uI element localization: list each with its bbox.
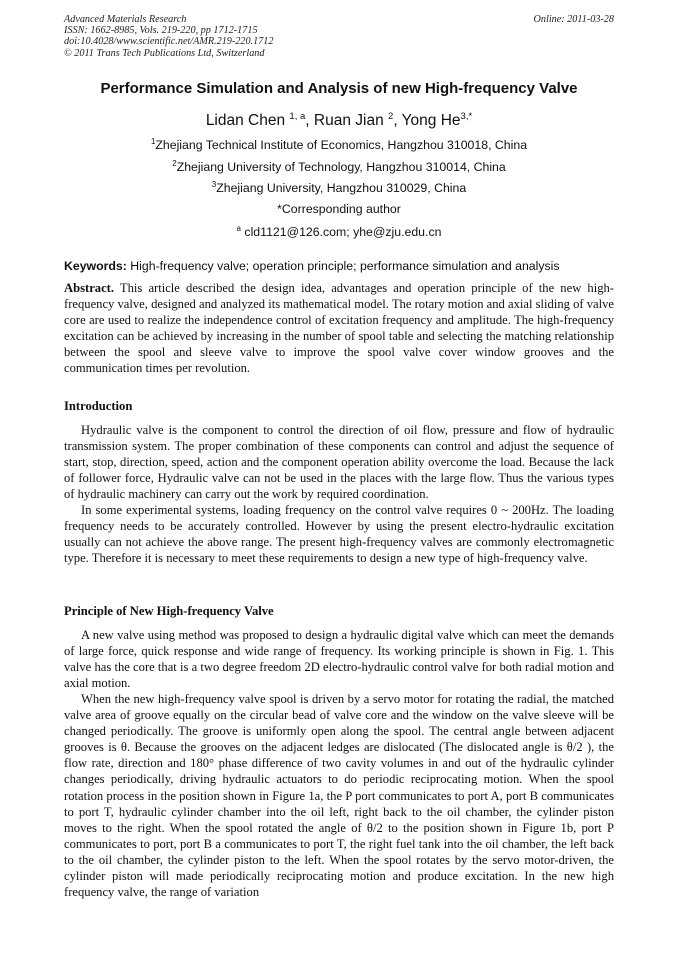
principle-paragraph-1: A new valve using method was proposed to design a hydraulic digital valve which can meet the demands of large force, quick response and wide range of frequency. Its working principle is shown in Fig. 1. This valve has the core that is a two degree freedom 2D electro-hydraulic control valve for both radial motion and axial motion. (64, 628, 614, 691)
issn-line: ISSN: 1662-8985, Vols. 219-220, pp 1712-1715 (64, 25, 258, 37)
author-name: Lidan Chen (205, 112, 286, 129)
section-heading-introduction: Introduction (64, 399, 133, 413)
affiliation-text: Zhejiang University, Hangzhou 310029, China (216, 181, 467, 195)
abstract (64, 280, 614, 377)
affiliation-text: Zhejiang Technical Institute of Economics, Hangzhou 310018, China (155, 138, 528, 152)
affiliation-superscript: 1 (150, 137, 156, 146)
copyright-line: © 2011 Trans Tech Publications Ltd, Switzerland (64, 47, 265, 59)
paper-title: Performance Simulation and Analysis of new High-frequency Valve (100, 80, 578, 97)
abstract-label: Abstract. (64, 281, 115, 295)
email-line (0, 224, 678, 239)
author-name: , Yong He (393, 112, 461, 129)
affiliation-superscript: 3 (211, 180, 217, 189)
author-superscript: 2 (388, 111, 394, 122)
author-superscript: 3,* (460, 111, 473, 122)
doi-line: doi:10.4028/www.scientific.net/AMR.219-220.1712 (64, 36, 274, 48)
section-heading-principle: Principle of New High-frequency Valve (64, 604, 274, 618)
affiliation-3 (0, 180, 678, 195)
corresponding-author: *Corresponding author (277, 202, 401, 216)
affiliation-superscript: 2 (172, 159, 177, 168)
online-date: Online: 2011-03-28 (533, 14, 614, 25)
affiliation-2 (0, 159, 678, 174)
intro-paragraph-2: In some experimental systems, loading frequency on the control valve requires 0 ~ 200Hz. The loading frequency needs to be accurately controlled. However by using the present electro-hydraulic excitation usually can not achieve the above range. The present high-frequency valves are commonly electromagnetic type. Therefore it is necessary to meet these requirements to design a new type of high-frequency valve. (64, 503, 614, 566)
email-superscript: a (236, 224, 241, 233)
abstract-text: This article described the design idea, advantages and operation principle of the new high-frequency valve, designed and analyzed its mathematical model. The rotary motion and axial sliding of valve core are used to realize the independence control of excitation frequency and amplitude. The high-frequency excitation can be achieved by increasing in the number of spool table and selecting the matching relationship between the spool and sleeve valve to improve the spool valve cover window grooves and the communication times per revolution. (64, 281, 614, 376)
keywords (64, 259, 624, 273)
affiliation-1 (0, 137, 678, 152)
author-superscript: 1, a (289, 111, 306, 122)
principle-paragraph-2: When the new high-frequency valve spool is driven by a servo motor for rotating the radial, the matched valve area of groove equally on the circular bead of valve core and the window on the valve sleeve will be changed periodically. The groove is uniformly open along the spool. The central angle between adjacent grooves is θ. Because the grooves on the adjacent ledges are dislocated (The dislocated angle is θ/2 ), the flow rate, direction and 180° phase difference of two cavity volumes in and out of the hydraulic cylinder changes periodically, driving hydraulic actuators to do periodic reciprocating motion. When the spool rotation process in the position shown in Figure 1a, the P port communicates to port A, port B communicates to port T, hydraulic cylinder chamber into the oil left, right back to the oil chamber, the cylinder piston moves to the right. When the spool rotated the angle of θ/2 to the position shown in Figure 1b, port P communicates to port, port B a communicates to port T, the right fuel tank into the oil chamber, the left back to the oil chamber, the cylinder piston to the left. When the spool rotates by the servo motor-driven, the cylinder piston will made periodically reciprocating motion and produce excitation. In the new high frequency valve, the range of variation (64, 692, 614, 900)
email-text: cld1121@126.com; yhe@zju.edu.cn (244, 225, 442, 239)
journal-header (64, 14, 273, 59)
keywords-label: Keywords: (64, 259, 127, 273)
affiliation-text: Zhejiang University of Technology, Hangzhou 310014, China (176, 160, 506, 174)
journal-name: Advanced Materials Research (64, 14, 187, 25)
author-line (0, 111, 678, 130)
author-name: , Ruan Jian (305, 112, 384, 129)
intro-paragraph-1: Hydraulic valve is the component to control the direction of oil flow, pressure and flow of hydraulic transmission system. The proper combination of these components can control and adjust the sequence of start, stop, direction, speed, action and the component operation ability overcome the load. Because the lack of follower force, Hydraulic valve can not be used in the places with the large flow. Thus the various types of hydraulic machinery can carry out the work by required coordination. (64, 423, 614, 502)
keywords-text: High-frequency valve; operation principle; performance simulation and analysis (126, 259, 560, 273)
